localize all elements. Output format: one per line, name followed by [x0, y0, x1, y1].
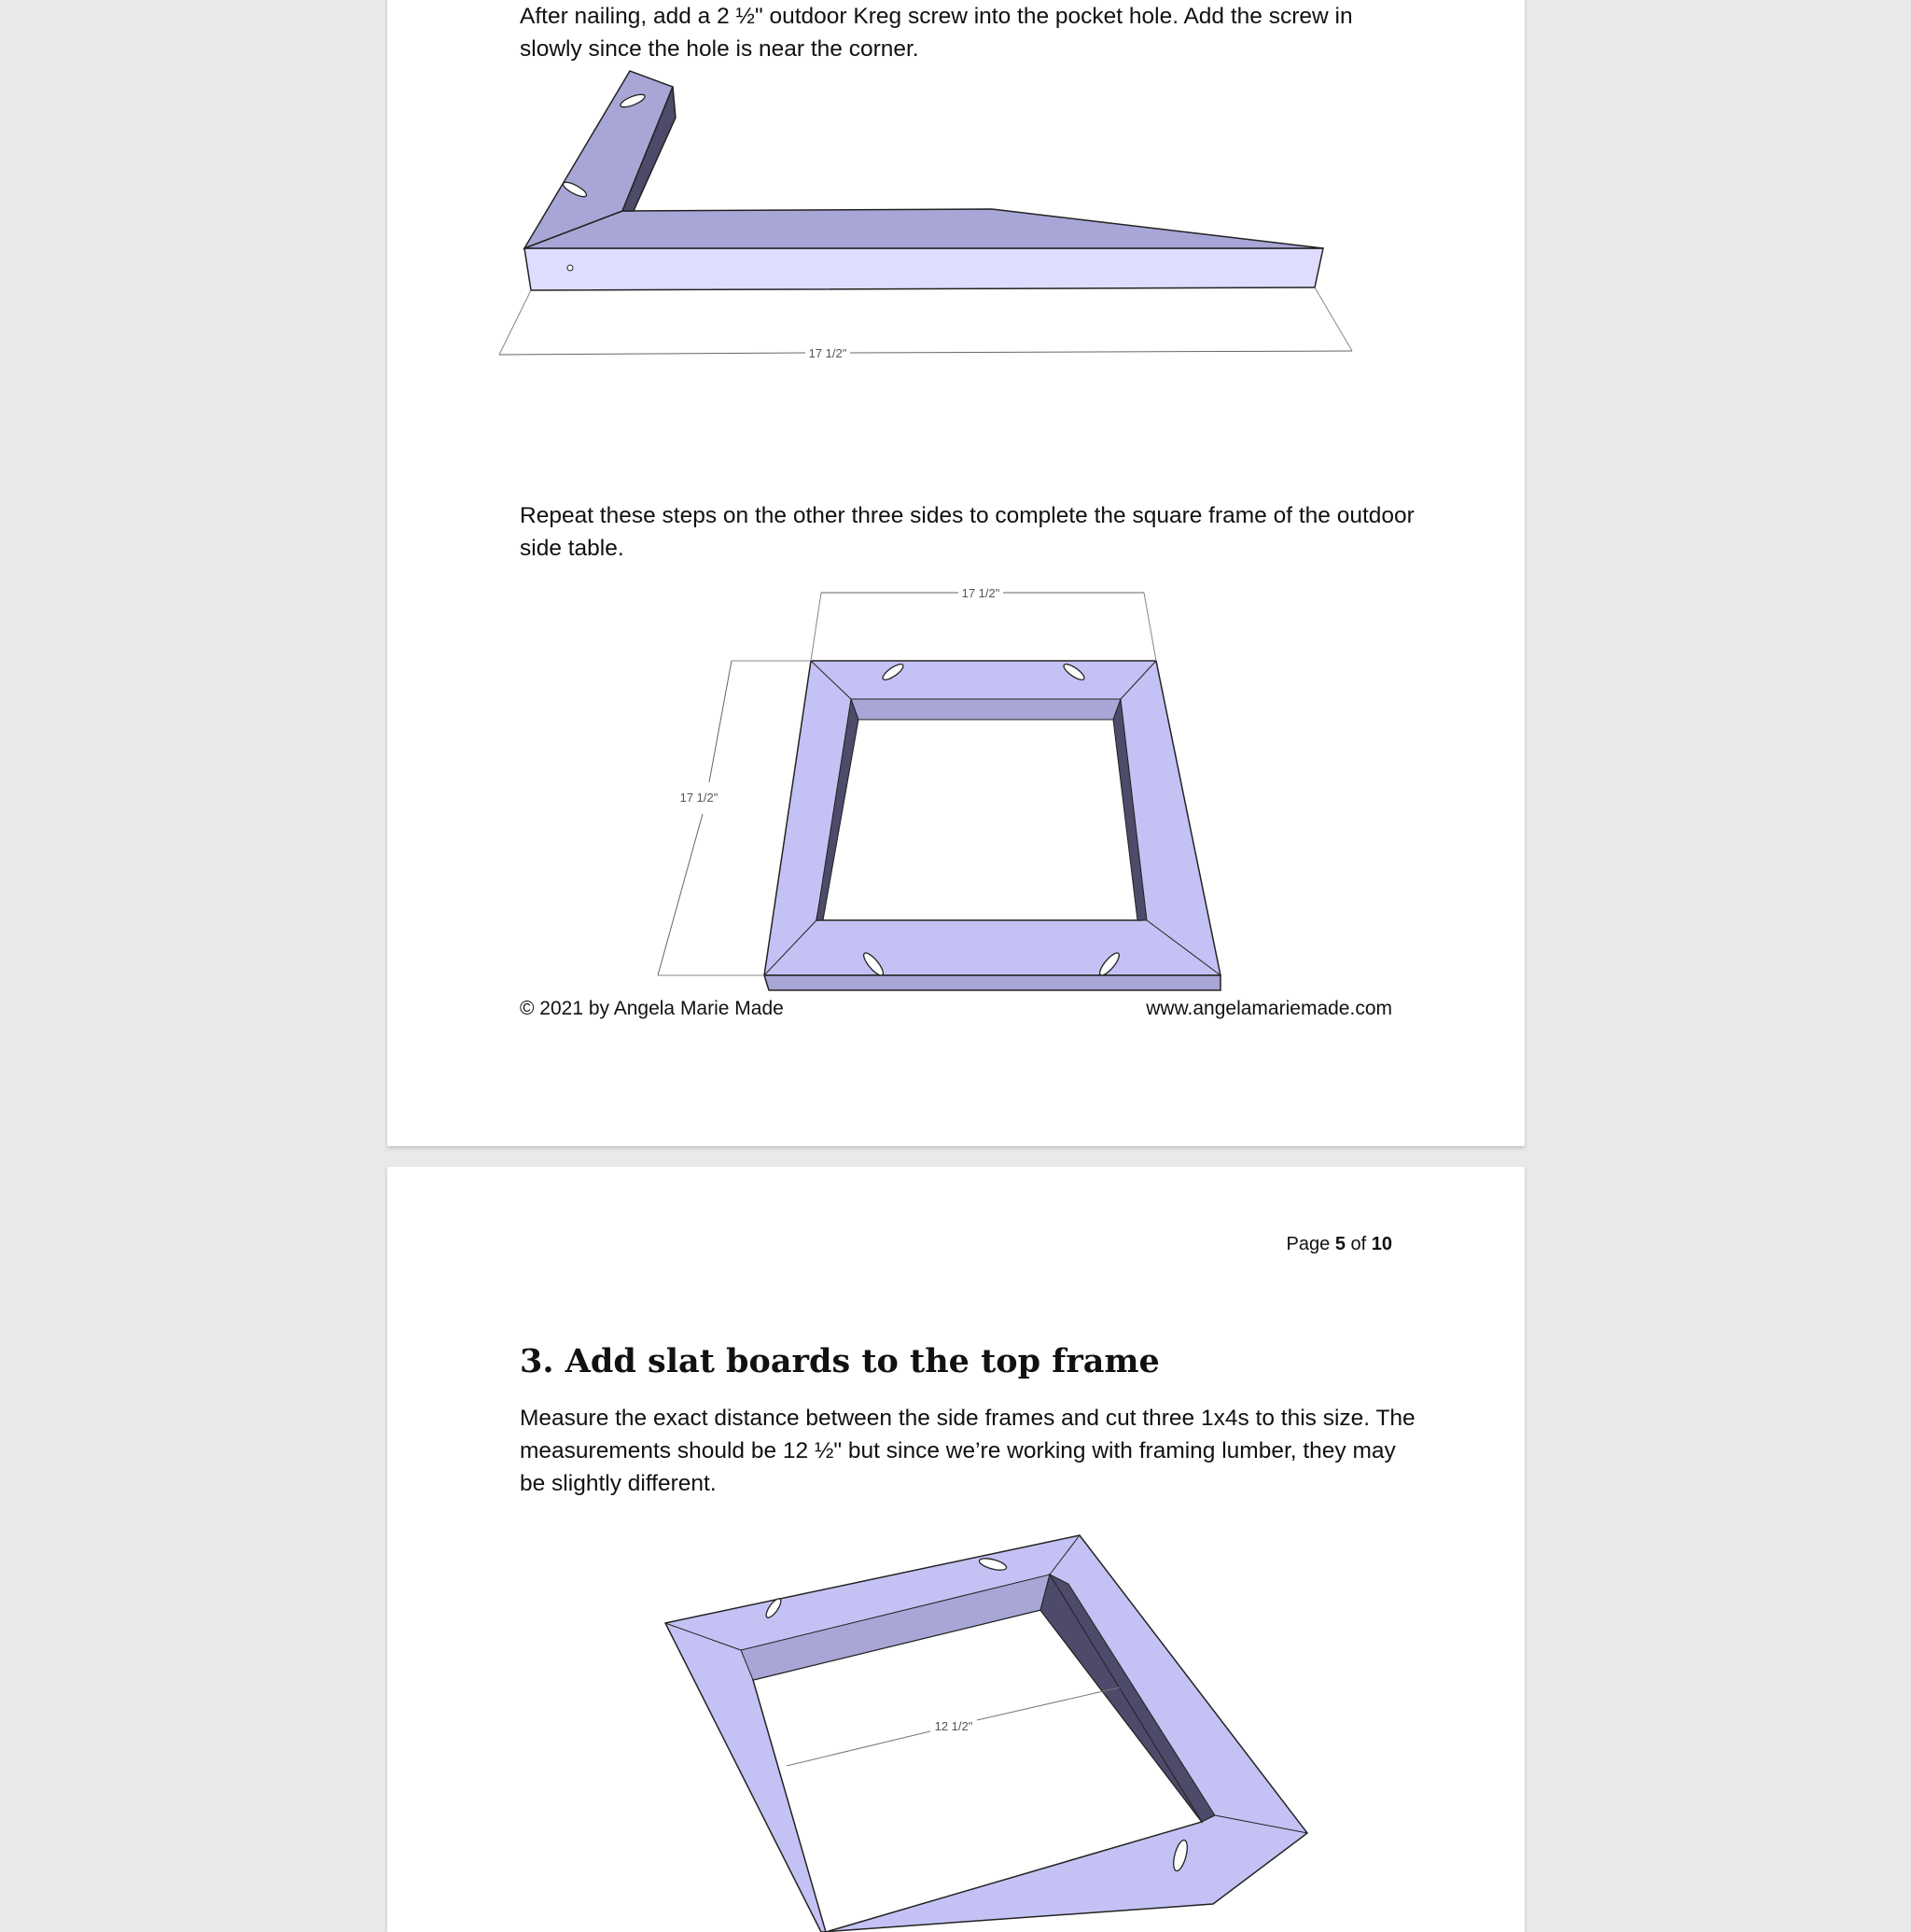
repeat-paragraph: Repeat these steps on the other three sides to complete the square frame of the outdoor side table. — [520, 503, 1415, 561]
website-link[interactable]: www.angelamariemade.com — [1146, 998, 1392, 1019]
page-prefix: Page — [1286, 1234, 1331, 1254]
document-page-4 — [387, 0, 1525, 1146]
current-page-number: 5 — [1334, 1234, 1346, 1254]
square-frame-figure — [387, 0, 1525, 1017]
section-heading: 3. Add slat boards to the top frame — [520, 1342, 1160, 1380]
slat-measurement-figure — [387, 1167, 1525, 1932]
side-dimension-label: 17 1/2" — [679, 791, 718, 805]
intro-paragraph: After nailing, add a 2 ½" outdoor Kreg screw into the pocket hole. Add the screw in slowly since the hole is near the corner. — [520, 4, 1353, 62]
total-page-count: 10 — [1371, 1234, 1392, 1254]
document-page-5 — [387, 1167, 1525, 1932]
section-body-paragraph: Measure the exact distance between the side frames and cut three 1x4s to this size. The measurements should be 12 ½" but since we’re working with framing lumber, they may be slightly different. — [520, 1406, 1416, 1496]
copyright-text: © 2021 by Angela Marie Made — [520, 998, 784, 1019]
dimension-label: 17 1/2" — [808, 346, 847, 360]
top-dimension-label: 17 1/2" — [961, 586, 1000, 600]
page-separator: of — [1350, 1234, 1367, 1254]
slat-dimension-label: 12 1/2" — [934, 1719, 973, 1733]
